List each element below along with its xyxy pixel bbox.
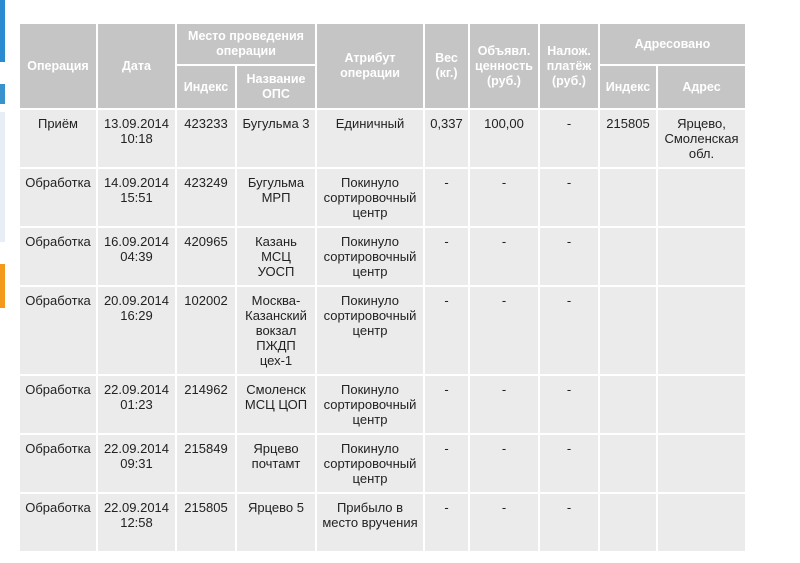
cell-date: 20.09.2014 16:29: [98, 287, 175, 374]
left-accent-blue-small: [0, 84, 5, 104]
cell-operation: Обработка: [20, 287, 96, 374]
table-row: [20, 287, 745, 374]
table-row: [20, 435, 745, 492]
cell-weight: -: [425, 287, 468, 374]
cell-cod: -: [540, 435, 598, 492]
cell-weight: -: [425, 494, 468, 551]
cell-attribute: Покинуло сортировочный центр: [317, 435, 423, 492]
table-row: [20, 169, 745, 226]
cell-ops: Ярцево 5: [237, 494, 315, 551]
cell-address: [658, 228, 745, 285]
cell-value: -: [470, 287, 538, 374]
cell-addr-index: [600, 228, 656, 285]
cell-value: -: [470, 228, 538, 285]
cell-addr-index: 215805: [600, 110, 656, 167]
cell-operation: Обработка: [20, 435, 96, 492]
cell-addr-index: [600, 494, 656, 551]
cell-value: 100,00: [470, 110, 538, 167]
cell-operation: Обработка: [20, 376, 96, 433]
cell-date: 13.09.2014 10:18: [98, 110, 175, 167]
cell-ops: Ярцево почтамт: [237, 435, 315, 492]
header-operation: Операция: [20, 24, 96, 108]
cell-cod: -: [540, 376, 598, 433]
cell-address: [658, 435, 745, 492]
left-accent-blue: [0, 0, 5, 62]
cell-index: 423233: [177, 110, 235, 167]
cell-operation: Приём: [20, 110, 96, 167]
cell-cod: -: [540, 494, 598, 551]
tracking-table: [18, 22, 747, 553]
header-declared-value: Объявл. ценность (руб.): [470, 24, 538, 108]
cell-date: 22.09.2014 09:31: [98, 435, 175, 492]
cell-attribute: Покинуло сортировочный центр: [317, 228, 423, 285]
cell-ops: Бугульма 3: [237, 110, 315, 167]
cell-value: -: [470, 376, 538, 433]
header-address: Адрес: [658, 66, 745, 108]
cell-weight: 0,337: [425, 110, 468, 167]
table-row: [20, 494, 745, 551]
cell-date: 22.09.2014 12:58: [98, 494, 175, 551]
cell-attribute: Покинуло сортировочный центр: [317, 169, 423, 226]
table-row: [20, 228, 745, 285]
cell-address: [658, 169, 745, 226]
cell-weight: -: [425, 435, 468, 492]
cell-ops: Казань МСЦ УОСП: [237, 228, 315, 285]
cell-address: [658, 376, 745, 433]
cell-address: [658, 287, 745, 374]
right-page-fade: [754, 0, 800, 563]
cell-cod: -: [540, 169, 598, 226]
cell-attribute: Покинуло сортировочный центр: [317, 376, 423, 433]
cell-weight: -: [425, 228, 468, 285]
cell-operation: Обработка: [20, 494, 96, 551]
header-cod: Налож. платёж (руб.): [540, 24, 598, 108]
cell-index-link[interactable]: 215805: [177, 494, 235, 551]
cell-date: 14.09.2014 15:51: [98, 169, 175, 226]
cell-attribute: Покинуло сортировочный центр: [317, 287, 423, 374]
cell-address: [658, 494, 745, 551]
header-addr-index: Индекс: [600, 66, 656, 108]
header-weight: Вес (кг.): [425, 24, 468, 108]
cell-cod: -: [540, 228, 598, 285]
cell-value: -: [470, 494, 538, 551]
header-place: Место проведения операции: [177, 24, 315, 64]
cell-index: 423249: [177, 169, 235, 226]
cell-addr-index: [600, 169, 656, 226]
cell-attribute: Единичный: [317, 110, 423, 167]
cell-value: -: [470, 435, 538, 492]
cell-index: 215849: [177, 435, 235, 492]
left-accent-light: [0, 112, 5, 242]
header-addressed: Адресовано: [600, 24, 745, 64]
cell-cod: -: [540, 110, 598, 167]
header-index: Индекс: [177, 66, 235, 108]
cell-index: 420965: [177, 228, 235, 285]
cell-ops: Бугульма МРП: [237, 169, 315, 226]
cell-cod: -: [540, 287, 598, 374]
cell-value: -: [470, 169, 538, 226]
cell-attribute: Прибыло в место вручения: [317, 494, 423, 551]
cell-addr-index: [600, 287, 656, 374]
cell-addr-index: [600, 376, 656, 433]
header-date: Дата: [98, 24, 175, 108]
table-row: [20, 376, 745, 433]
cell-weight: -: [425, 376, 468, 433]
cell-addr-index: [600, 435, 656, 492]
left-page-edge: [0, 0, 12, 563]
header-attribute: Атрибут операции: [317, 24, 423, 108]
cell-weight: -: [425, 169, 468, 226]
cell-address: Ярцево, Смоленская обл.: [658, 110, 745, 167]
cell-ops: Смоленск МСЦ ЦОП: [237, 376, 315, 433]
cell-date: 22.09.2014 01:23: [98, 376, 175, 433]
cell-index: 102002: [177, 287, 235, 374]
cell-operation: Обработка: [20, 228, 96, 285]
cell-operation: Обработка: [20, 169, 96, 226]
header-ops-name: Название ОПС: [237, 66, 315, 108]
cell-ops: Москва-Казанский вокзал ПЖДП цех-1: [237, 287, 315, 374]
cell-index: 214962: [177, 376, 235, 433]
left-accent-orange: [0, 264, 5, 308]
table-row: [20, 110, 745, 167]
cell-date: 16.09.2014 04:39: [98, 228, 175, 285]
